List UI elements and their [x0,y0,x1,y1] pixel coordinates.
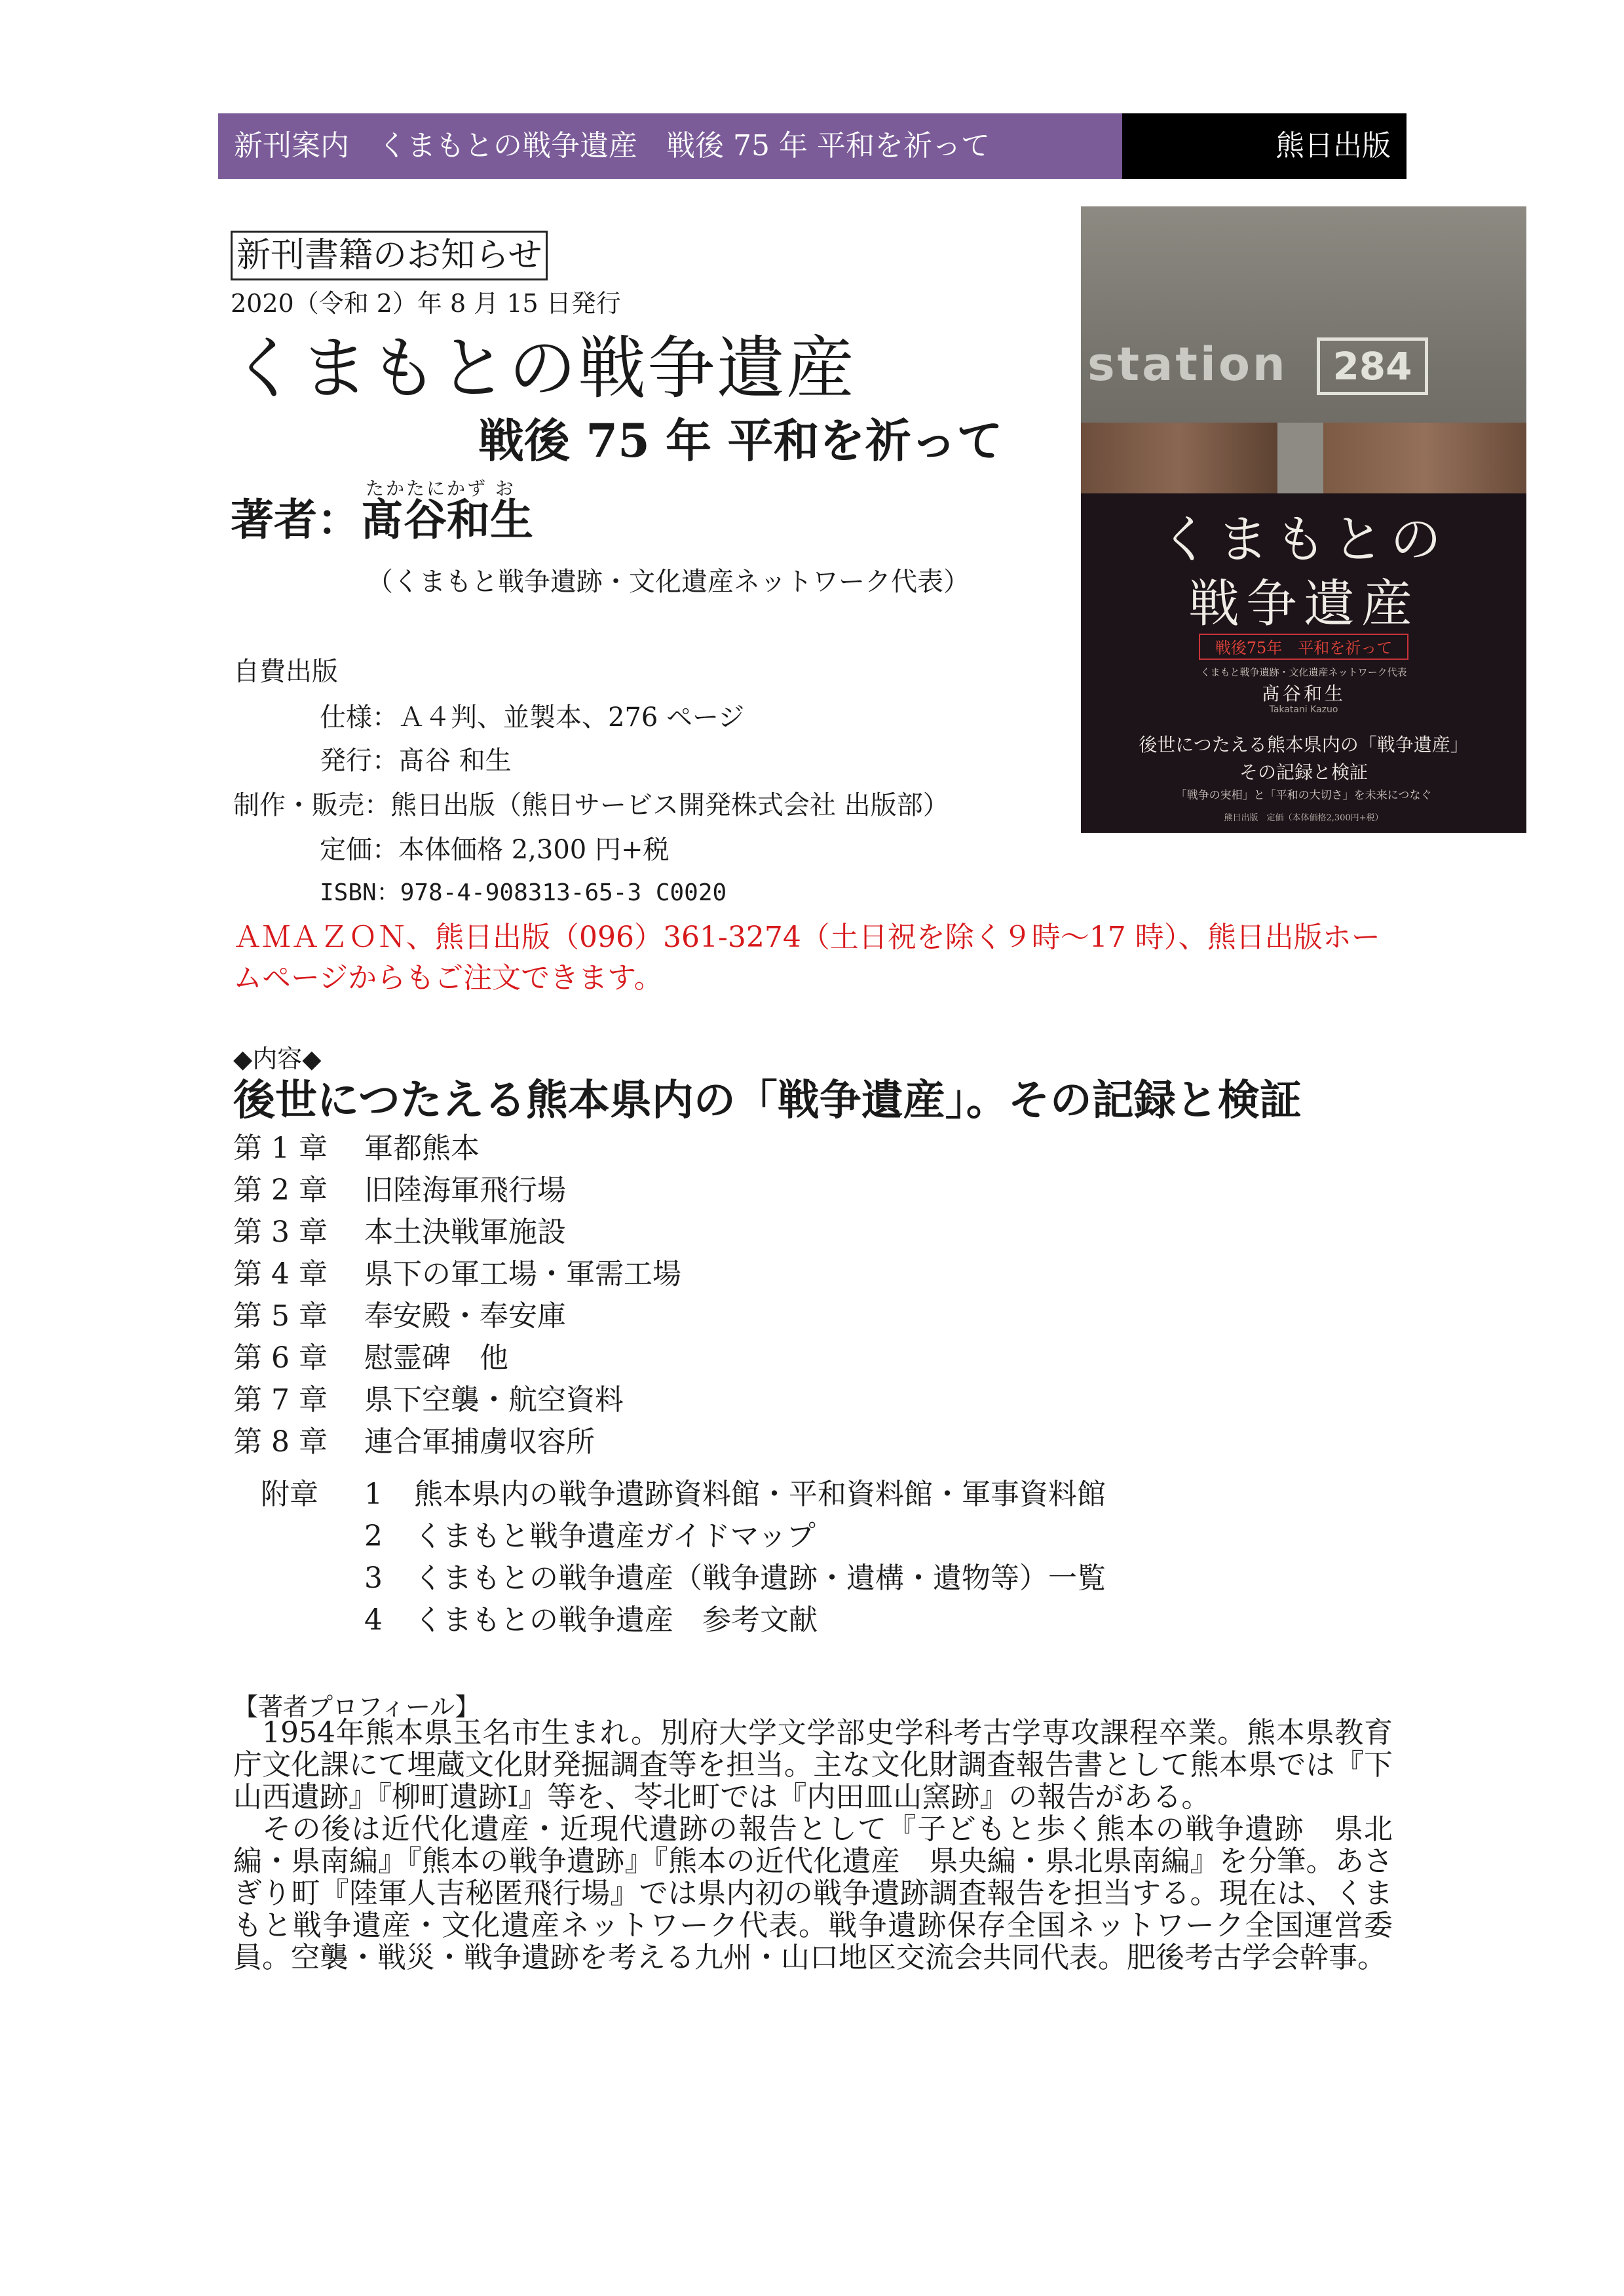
contents-label: ◆内容◆ [233,1044,322,1073]
chapter-title: 本土決戦軍施設 [364,1215,566,1249]
book-publisher: 発行：髙谷 和生 [320,746,512,776]
author-name: 著者：髙谷和生 [231,494,533,545]
profile-label: 【著者プロフィール】 [233,1693,480,1721]
chapter-item [233,1130,480,1167]
cover-number-sign: 284 [1317,337,1428,395]
book-sales: 制作・販売：熊日出版（熊日サービス開発株式会社 出版部） [233,790,949,820]
cover-station-sign: station [1087,337,1288,391]
self-published-label: 自費出版 [233,657,338,687]
chapter-number: 第 2 章 [233,1174,328,1207]
appendix-item [364,1476,1106,1513]
author-ruby: たかたにかず お [366,478,516,499]
chapter-number: 第 8 章 [233,1425,328,1459]
appendix-item [364,1560,1106,1597]
chapter-title: 慰霊碑 他 [364,1341,508,1375]
header-publisher: 熊日出版 [1122,113,1407,179]
cover-organization: くまもと戦争遺跡・文化遺産ネットワーク代表 [1200,666,1407,678]
profile-text [233,1717,1393,1974]
book-spec: 仕様：Ａ４判、並製本、276 ページ [320,702,745,733]
appendix-title: 熊本県内の戦争遺跡資料館・平和資料館・軍事資料館 [414,1478,1106,1511]
author-role: （くまもと戦争遺跡・文化遺産ネットワーク代表） [367,567,970,597]
cover-wood-panel [1081,423,1277,493]
book-cover-image [1081,206,1526,833]
cover-author-romanized: Takatani Kazuo [1269,704,1338,715]
appendix-title: くまもと戦争遺産ガイドマップ [414,1520,816,1553]
cover-author: 髙谷和生 [1261,683,1346,704]
chapter-number: 第 6 章 [233,1341,328,1375]
chapter-title: 県下の軍工場・軍需工場 [364,1257,681,1291]
book-subtitle: 戦後 75 年 平和を祈って [478,413,1003,468]
chapter-title: 奉安殿・奉安庫 [364,1299,566,1333]
chapter-number: 第 5 章 [233,1299,328,1333]
profile-paragraph: その後は近代化遺産・近現代遺跡の報告として『子どもと歩く熊本の戦争遺跡 県北編・県南編』『熊本の戦争遺跡』『熊本の近代化遺産 県央編・県北県南編』を分筆。あさぎり町『陸軍人吉秘匿飛行場』では県内初の戦争遺跡調査報告を担当する。現在は、くまもと戦争遺産・文化遺産ネットワーク代表。戦争遺跡保存全国ネットワーク全国運営委員。空襲・戦災・戦争遺跡を考える九州・山口地区交流会共同代表。肥後考古学会幹事。 [233,1812,1393,1974]
cover-tagline: 「戦争の実相」と「平和の大切さ」を未来につなぐ [1175,789,1432,802]
cover-footer: 熊日出版 定価（本体価格2,300円+税） [1224,813,1384,823]
appendix-title: くまもとの戦争遺産 参考文献 [414,1603,818,1637]
chapter-number: 第 3 章 [233,1215,328,1249]
chapter-item [233,1382,624,1419]
appendix-title: くまもとの戦争遺産（戦争遺跡・遺構・遺物等）一覧 [414,1561,1106,1595]
header-title-bar: 新刊案内 くまもとの戦争遺産 戦後 75 年 平和を祈って [218,113,1122,179]
notice-label: 新刊書籍のお知らせ [231,231,548,280]
book-price: 定価：本体価格 2,300 円+税 [320,835,670,865]
order-note: ＡＭＡＺＯＮ、熊日出版（096）361-3274（土日祝を除く９時～17 時）、熊日出版ホームページからもご注文できます。 [233,921,1380,995]
appendix-number: 1 [364,1478,383,1511]
appendix-number: 3 [364,1561,383,1595]
chapter-title: 旧陸海軍飛行場 [364,1174,566,1207]
cover-subtitle-band: 戦後75年 平和を祈って [1199,634,1408,660]
book-isbn: ISBN：978-4-908313-65-3 C0020 [320,879,727,906]
cover-tagline: 後世につたえる熊本県内の「戦争遺産」 [1139,734,1469,756]
appendix-number: 2 [364,1520,383,1553]
appendix-label: 附章 [261,1478,318,1511]
appendix-number: 4 [364,1603,383,1637]
cover-title-line: 戦争遺産 [1188,575,1419,634]
chapter-item [233,1214,566,1251]
appendix-item [364,1602,818,1639]
contents-headline: 後世につたえる熊本県内の「戦争遺産」。その記録と検証 [233,1076,1302,1125]
chapter-item [233,1172,566,1209]
chapter-item [233,1256,681,1293]
chapter-number: 第 1 章 [233,1132,328,1165]
publication-date: 2020（令和 2）年 8 月 15 日発行 [231,289,621,318]
chapter-title: 県下空襲・航空資料 [364,1383,624,1417]
cover-tagline: その記録と検証 [1239,761,1368,783]
cover-title [1081,508,1526,636]
chapter-number: 第 7 章 [233,1383,328,1417]
chapter-item [233,1424,595,1461]
chapter-item [233,1298,566,1335]
cover-concrete-pillar [1277,423,1323,493]
cover-title-line: くまもとの [1159,510,1448,569]
book-title: くまもとの戦争遺産 [231,328,856,408]
chapter-item [233,1340,508,1377]
profile-paragraph: 1954年熊本県玉名市生まれ。別府大学文学部史学科考古学専攻課程卒業。熊本県教育庁文化課にて埋蔵文化財発掘調査等を担当。主な文化財調査報告書として熊本県では『下山西遺跡』『柳町遺跡Ⅰ』等を、苓北町では『内田皿山窯跡』の報告がある。 [233,1716,1393,1814]
appendix-item [364,1518,816,1555]
chapter-number: 第 4 章 [233,1257,328,1291]
cover-wood-panel [1323,423,1526,493]
chapter-title: 連合軍捕虜収容所 [364,1425,595,1459]
chapter-title: 軍都熊本 [364,1132,480,1165]
